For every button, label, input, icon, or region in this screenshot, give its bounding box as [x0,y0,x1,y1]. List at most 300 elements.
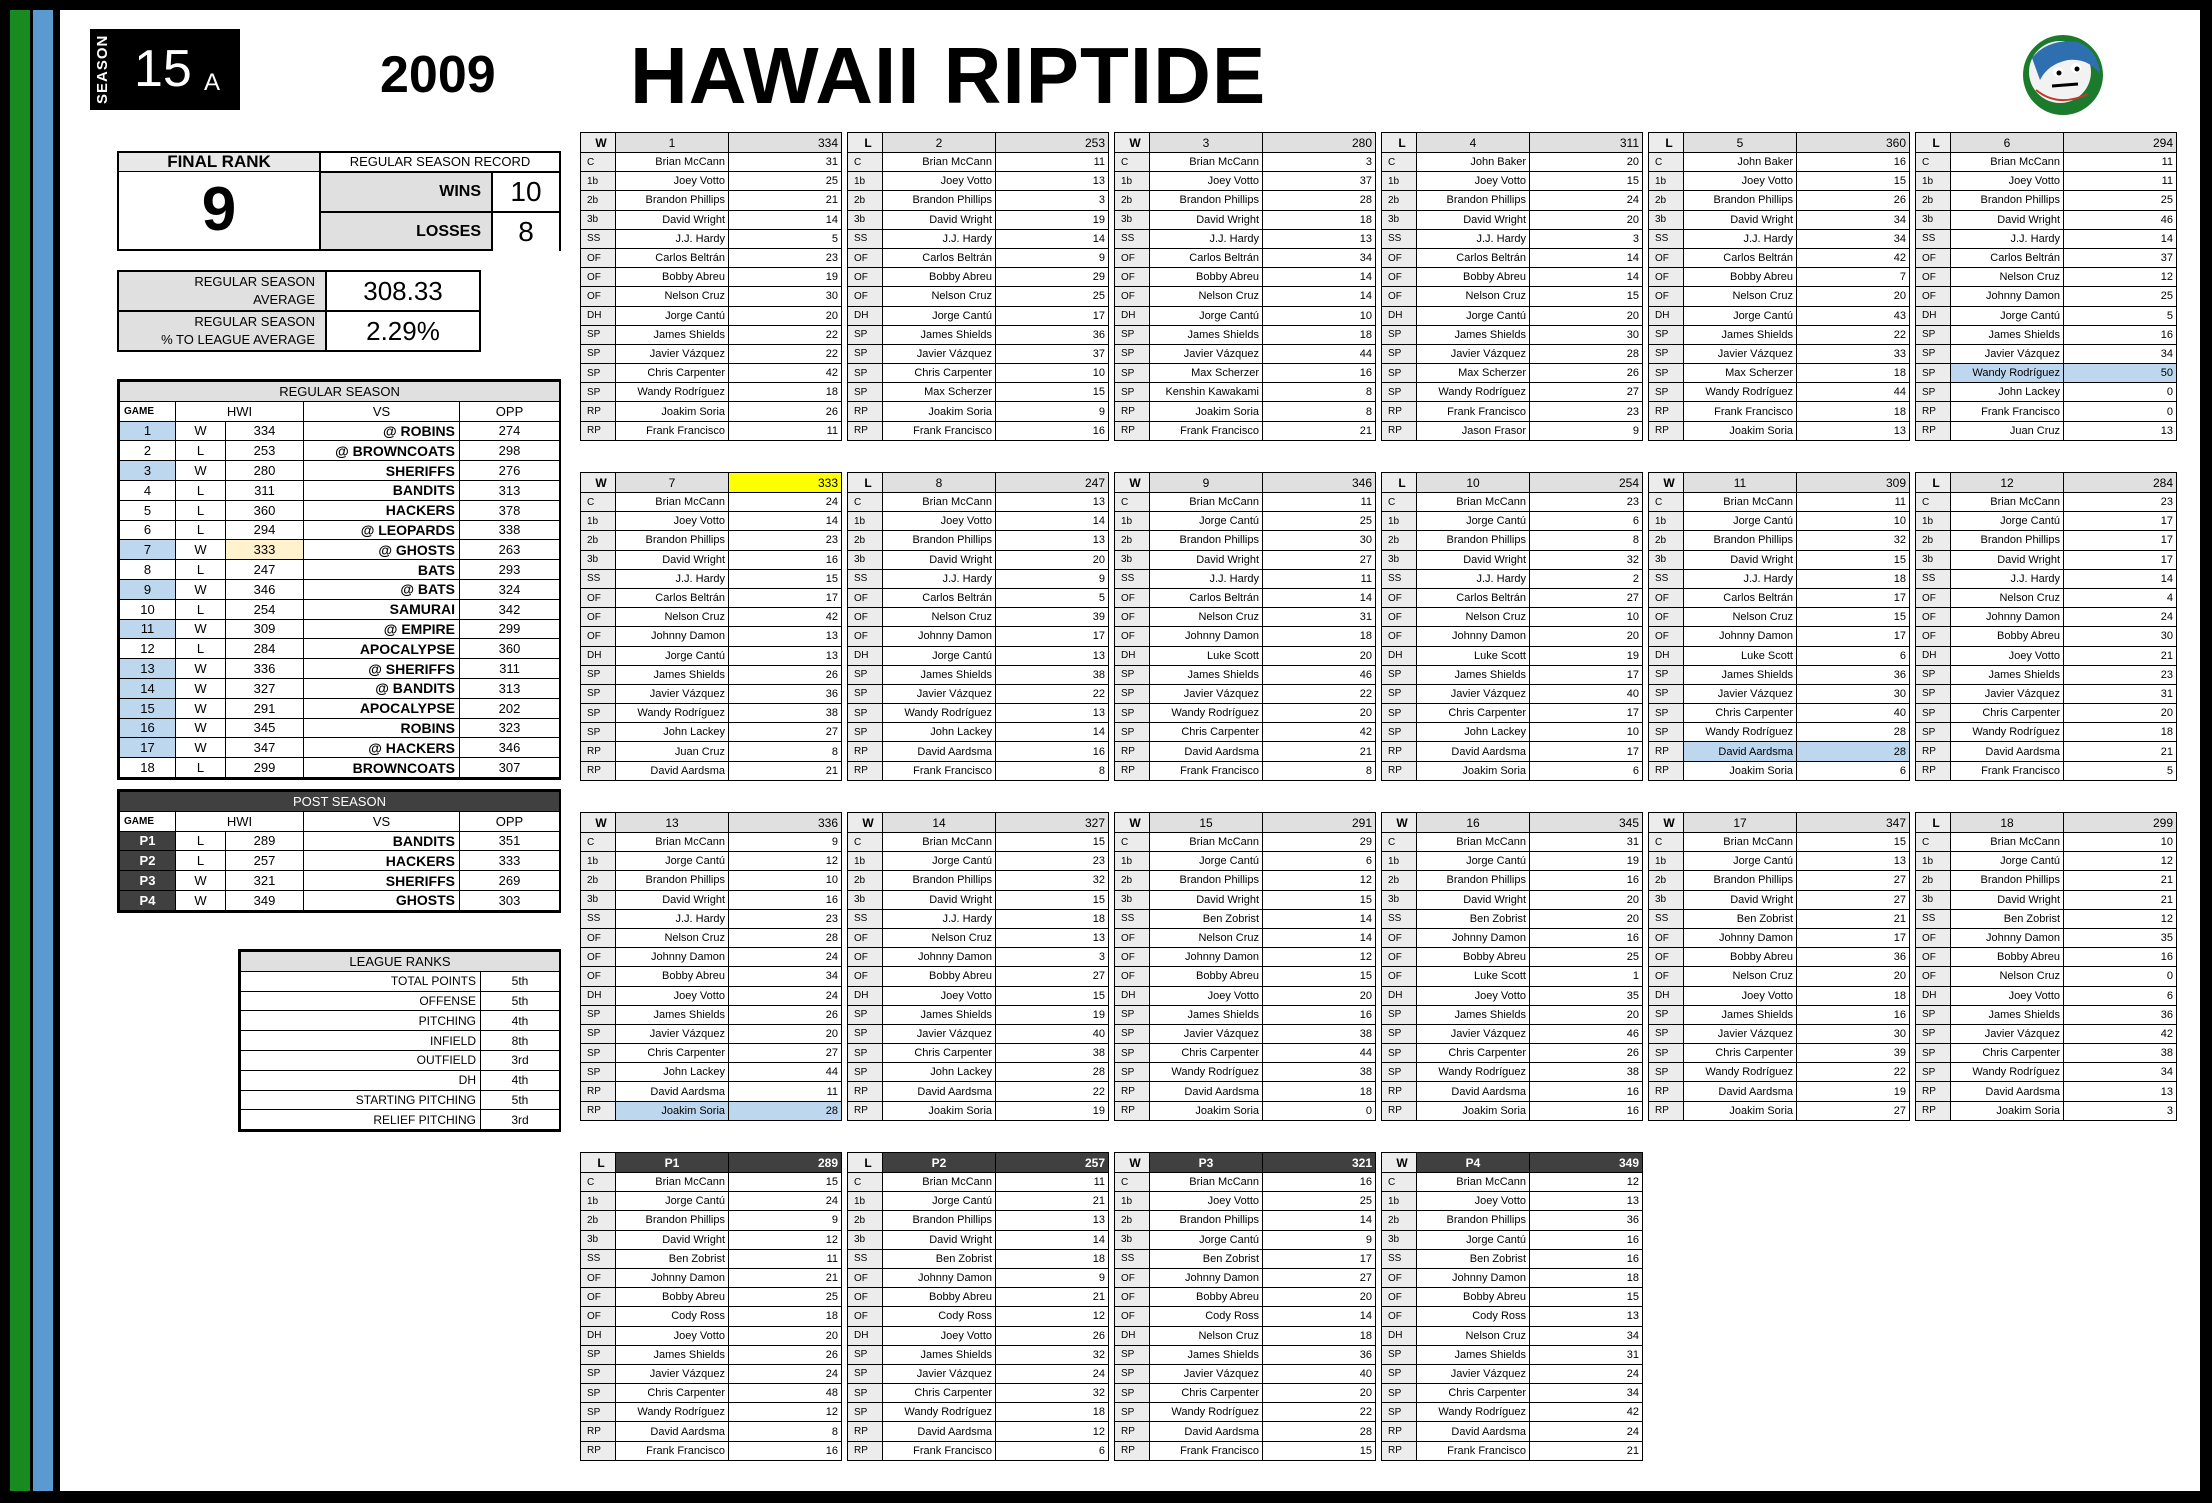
player-row [581,909,842,928]
player-row [581,512,842,531]
player-points: 6 [996,1441,1109,1460]
pct-label [119,312,327,350]
player-row [581,153,842,172]
player-name: David Aardsma [883,1422,996,1441]
player-name: David Aardsma [1150,742,1263,761]
game-total-score: 284 [2064,473,2177,493]
player-position: C [581,493,616,512]
player-name: David Wright [616,550,729,569]
player-row [1115,191,1376,210]
player-points: 11 [2064,172,2177,191]
player-points: 18 [996,1403,1109,1422]
player-points: 20 [1263,646,1376,665]
opp-score: 313 [460,480,560,500]
game-box-8 [847,472,1109,781]
player-position: RP [1916,402,1951,421]
player-position: OF [1916,627,1951,646]
player-points: 6 [1530,761,1643,780]
player-points: 21 [729,1268,842,1287]
player-position: SP [1115,1345,1150,1364]
player-name: Johnny Damon [1150,948,1263,967]
player-name: John Lackey [883,723,996,742]
player-name: John Lackey [616,1063,729,1082]
player-row [1115,928,1376,947]
player-points: 26 [1530,1044,1643,1063]
player-position: 3b [1115,210,1150,229]
player-row [1115,172,1376,191]
player-points: 17 [2064,531,2177,550]
player-points: 50 [2064,364,2177,383]
player-row [1382,684,1643,703]
player-position: SS [1649,569,1684,588]
player-name: John Lackey [1951,383,2064,402]
player-name: Chris Carpenter [1150,1044,1263,1063]
player-points: 33 [1797,344,1910,363]
player-points: 17 [1530,742,1643,761]
player-points: 15 [1530,287,1643,306]
player-row [848,1024,1109,1043]
player-name: Max Scherzer [1417,364,1530,383]
player-row [581,928,842,947]
player-name: Johnny Damon [1417,627,1530,646]
player-position: OF [581,588,616,607]
player-row [581,742,842,761]
player-position: OF [581,268,616,287]
player-points: 14 [996,229,1109,248]
player-points: 8 [1263,402,1376,421]
player-row [1649,550,1910,569]
player-name: Johnny Damon [1417,928,1530,947]
player-name: Max Scherzer [1150,364,1263,383]
player-position: SP [1115,1364,1150,1383]
game-number: 1 [120,421,176,441]
player-row [848,1005,1109,1024]
player-position: SP [1115,1403,1150,1422]
player-points: 9 [1263,1230,1376,1249]
player-points: 11 [2064,153,2177,172]
player-position: C [1382,833,1417,852]
player-position: 2b [581,871,616,890]
player-name: Jorge Cantú [1951,512,2064,531]
player-position: SP [1916,383,1951,402]
player-name: Joakim Soria [1150,402,1263,421]
player-position: 3b [848,550,883,569]
player-position: DH [1115,1326,1150,1345]
player-row [848,1173,1109,1192]
player-points: 14 [1263,588,1376,607]
player-name: James Shields [616,1005,729,1024]
player-points: 22 [1797,325,1910,344]
player-position: OF [848,928,883,947]
game-number: P3 [120,871,176,891]
player-points: 34 [1797,229,1910,248]
player-name: Frank Francisco [883,421,996,440]
player-name: Joakim Soria [1417,1101,1530,1120]
player-points: 21 [1530,1441,1643,1460]
player-position: OF [1382,287,1417,306]
player-name: Brian McCann [616,833,729,852]
game-result: L [176,831,226,851]
player-name: Joey Votto [1417,172,1530,191]
player-name: Chris Carpenter [616,1044,729,1063]
player-name: Frank Francisco [616,421,729,440]
player-position: SP [848,1345,883,1364]
player-name: John Baker [1417,153,1530,172]
player-row [1382,1288,1643,1307]
player-position: RP [1916,421,1951,440]
player-row [848,1063,1109,1082]
player-row [1115,1063,1376,1082]
player-name: J.J. Hardy [616,569,729,588]
player-points: 19 [729,268,842,287]
player-name: Chris Carpenter [1150,723,1263,742]
player-points: 8 [729,742,842,761]
player-points: 24 [729,493,842,512]
player-name: David Wright [1417,210,1530,229]
player-name: Brandon Phillips [883,1211,996,1230]
player-row [581,344,842,363]
player-points: 15 [1263,1441,1376,1460]
player-position: SP [848,325,883,344]
game-number-label: 4 [1417,133,1530,153]
game-number-label: 2 [883,133,996,153]
player-name: Jorge Cantú [883,646,996,665]
player-name: J.J. Hardy [1150,569,1263,588]
player-points: 32 [996,871,1109,890]
player-position: 1b [848,852,883,871]
player-name: Bobby Abreu [1951,627,2064,646]
game-number: 11 [120,619,176,639]
player-position: OF [1382,248,1417,267]
player-position: RP [581,761,616,780]
player-points: 25 [996,287,1109,306]
player-points: 9 [996,569,1109,588]
game-result-badge: W [1382,1153,1417,1173]
player-name: Javier Vázquez [1417,684,1530,703]
losses-label: LOSSES [321,213,493,251]
game-total-score: 334 [729,133,842,153]
opponent: @ BATS [304,579,460,599]
game-number: 9 [120,579,176,599]
player-position: SP [1115,1063,1150,1082]
player-row [1382,287,1643,306]
player-name: Johnny Damon [616,948,729,967]
player-row [1382,1044,1643,1063]
hwi-score: 291 [226,698,304,718]
opponent: BATS [304,560,460,580]
player-points: 30 [2064,627,2177,646]
final-rank-label: FINAL RANK [119,153,319,172]
game-number: 3 [120,461,176,481]
player-row [1916,627,2177,646]
player-row [1916,833,2177,852]
player-points: 19 [996,1005,1109,1024]
player-name: Wandy Rodríguez [1417,383,1530,402]
player-name: David Wright [883,550,996,569]
player-row [1382,172,1643,191]
player-points: 27 [1530,383,1643,402]
player-position: SP [1115,684,1150,703]
player-points: 29 [1263,833,1376,852]
player-points: 15 [996,383,1109,402]
player-name: Bobby Abreu [616,967,729,986]
player-position: OF [1115,967,1150,986]
player-points: 27 [1263,550,1376,569]
player-points: 28 [1263,191,1376,210]
player-row [1115,1211,1376,1230]
player-row [1382,1326,1643,1345]
player-position: SP [848,364,883,383]
player-points: 20 [1797,287,1910,306]
hwi-score: 334 [226,421,304,441]
player-row [1649,704,1910,723]
schedule-row [120,758,560,778]
player-name: J.J. Hardy [1684,569,1797,588]
player-position: SP [1115,1024,1150,1043]
player-name: Wandy Rodríguez [1417,1063,1530,1082]
player-name: Brian McCann [1150,493,1263,512]
player-points: 13 [1797,852,1910,871]
player-row [1916,928,2177,947]
player-row [1649,967,1910,986]
player-row [848,306,1109,325]
player-name: Chris Carpenter [1417,704,1530,723]
player-position: OF [1916,967,1951,986]
player-name: Wandy Rodríguez [1951,364,2064,383]
player-points: 15 [1530,1288,1643,1307]
player-points: 14 [1263,268,1376,287]
schedule-row [120,540,560,560]
player-points: 6 [2064,986,2177,1005]
hwi-score: 349 [226,890,304,910]
player-position: RP [1382,1082,1417,1101]
player-points: 18 [996,909,1109,928]
player-row [1115,1192,1376,1211]
player-name: Joey Votto [1150,172,1263,191]
player-position: C [1649,833,1684,852]
player-name: Jorge Cantú [1684,306,1797,325]
game-box-p1 [580,1152,842,1461]
game-result: L [176,851,226,871]
player-position: SP [1115,1044,1150,1063]
player-points: 18 [2064,723,2177,742]
page [60,10,2200,1491]
game-number: 4 [120,480,176,500]
player-name: Javier Vázquez [1684,344,1797,363]
player-row [1115,1441,1376,1460]
player-row [1649,383,1910,402]
player-name: Brian McCann [1417,833,1530,852]
player-position: OF [1115,1288,1150,1307]
player-points: 22 [1263,1403,1376,1422]
player-row [848,1192,1109,1211]
player-points: 27 [729,723,842,742]
opp-score: 303 [460,890,560,910]
player-position: SP [1115,325,1150,344]
player-name: Joey Votto [1417,986,1530,1005]
player-points: 0 [2064,967,2177,986]
player-points: 12 [1530,1173,1643,1192]
player-name: Carlos Beltrán [883,248,996,267]
player-row [1382,871,1643,890]
opp-score: 299 [460,619,560,639]
post-season-title: POST SEASON [120,792,560,812]
player-row [1115,248,1376,267]
game-number-label: P4 [1417,1153,1530,1173]
player-row [1115,627,1376,646]
player-row [848,704,1109,723]
player-position: SP [1916,665,1951,684]
player-row [1916,402,2177,421]
player-name: David Wright [1951,210,2064,229]
rank-row [241,1011,560,1031]
game-box-2 [847,132,1109,441]
player-position: 3b [1382,890,1417,909]
player-row [848,871,1109,890]
player-position: SS [848,909,883,928]
player-row [581,1268,842,1287]
player-position: 2b [1115,1211,1150,1230]
game-total-score: 309 [1797,473,1910,493]
player-name: Javier Vázquez [1684,684,1797,703]
player-row [1115,704,1376,723]
game-total-score: 360 [1797,133,1910,153]
player-name: David Wright [1684,890,1797,909]
player-row [1382,1307,1643,1326]
rank-value: 8th [481,1031,560,1051]
player-row [848,287,1109,306]
player-position: SP [1115,383,1150,402]
rank-value: 4th [481,1070,560,1090]
schedule-row [120,718,560,738]
player-position: 3b [1115,1230,1150,1249]
game-number: P4 [120,890,176,910]
player-position: SP [581,1063,616,1082]
player-position: RP [1649,761,1684,780]
player-row [1115,1173,1376,1192]
player-name: Bobby Abreu [1684,948,1797,967]
player-name: John Lackey [1417,723,1530,742]
player-points: 39 [996,608,1109,627]
player-row [1382,852,1643,871]
player-name: Javier Vázquez [883,1364,996,1383]
player-position: 2b [581,531,616,550]
player-points: 27 [1797,871,1910,890]
pct-label-line1: REGULAR SEASON [194,314,315,329]
player-row [1916,1044,2177,1063]
player-position: SP [1115,344,1150,363]
player-points: 19 [1530,646,1643,665]
player-name: Brandon Phillips [616,191,729,210]
game-number-label: 3 [1150,133,1263,153]
player-points: 11 [1797,493,1910,512]
player-row [1916,704,2177,723]
player-name: Brandon Phillips [616,531,729,550]
player-name: James Shields [1417,325,1530,344]
player-name: Javier Vázquez [883,1024,996,1043]
player-points: 10 [996,364,1109,383]
player-name: J.J. Hardy [1951,229,2064,248]
player-points: 20 [1797,967,1910,986]
pct-label-line2: % TO LEAGUE AVERAGE [161,332,315,347]
game-result: L [176,758,226,778]
player-name: Brian McCann [1150,1173,1263,1192]
player-row [581,1384,842,1403]
player-name: J.J. Hardy [1684,229,1797,248]
player-points: 20 [1530,909,1643,928]
player-row [581,1005,842,1024]
player-name: Brandon Phillips [616,871,729,890]
player-position: C [1115,493,1150,512]
player-name: Chris Carpenter [883,364,996,383]
player-points: 20 [729,1024,842,1043]
opp-score: 333 [460,851,560,871]
player-points: 8 [1263,761,1376,780]
player-row [1115,493,1376,512]
player-points: 15 [1797,833,1910,852]
player-position: OF [848,1288,883,1307]
rank-value: 3rd [481,1050,560,1070]
player-points: 23 [729,909,842,928]
player-name: Joey Votto [616,172,729,191]
player-row [848,1307,1109,1326]
player-name: David Wright [1684,210,1797,229]
player-position: OF [1115,928,1150,947]
player-position: OF [848,248,883,267]
rank-row [241,1090,560,1110]
player-row [1649,287,1910,306]
player-position: 2b [848,871,883,890]
player-row [848,1345,1109,1364]
player-name: Jorge Cantú [616,852,729,871]
player-points: 6 [1797,646,1910,665]
player-row [1649,608,1910,627]
player-position: OF [581,948,616,967]
player-points: 20 [1263,1288,1376,1307]
game-number-label: 6 [1951,133,2064,153]
player-points: 21 [2064,890,2177,909]
player-points: 28 [996,1063,1109,1082]
player-points: 16 [996,742,1109,761]
player-name: David Wright [1684,550,1797,569]
game-result: L [176,560,226,580]
game-number: P1 [120,831,176,851]
player-row [581,646,842,665]
player-name: Wandy Rodríguez [1684,383,1797,402]
player-row [848,229,1109,248]
game-number-label: 10 [1417,473,1530,493]
player-position: DH [1649,986,1684,1005]
hwi-score: 280 [226,461,304,481]
player-name: Ben Zobrist [1150,909,1263,928]
rank-category: DH [241,1070,481,1090]
player-name: David Wright [1150,890,1263,909]
player-row [1916,1005,2177,1024]
player-points: 23 [1530,402,1643,421]
player-points: 7 [1797,268,1910,287]
player-row [1649,364,1910,383]
player-position: OF [1382,268,1417,287]
player-row [848,268,1109,287]
avg-label [119,272,327,310]
player-row [581,493,842,512]
player-name: Frank Francisco [1684,402,1797,421]
game-result: W [176,421,226,441]
player-points: 9 [996,1268,1109,1287]
player-name: James Shields [1150,1345,1263,1364]
player-position: DH [1382,306,1417,325]
player-row [1649,833,1910,852]
